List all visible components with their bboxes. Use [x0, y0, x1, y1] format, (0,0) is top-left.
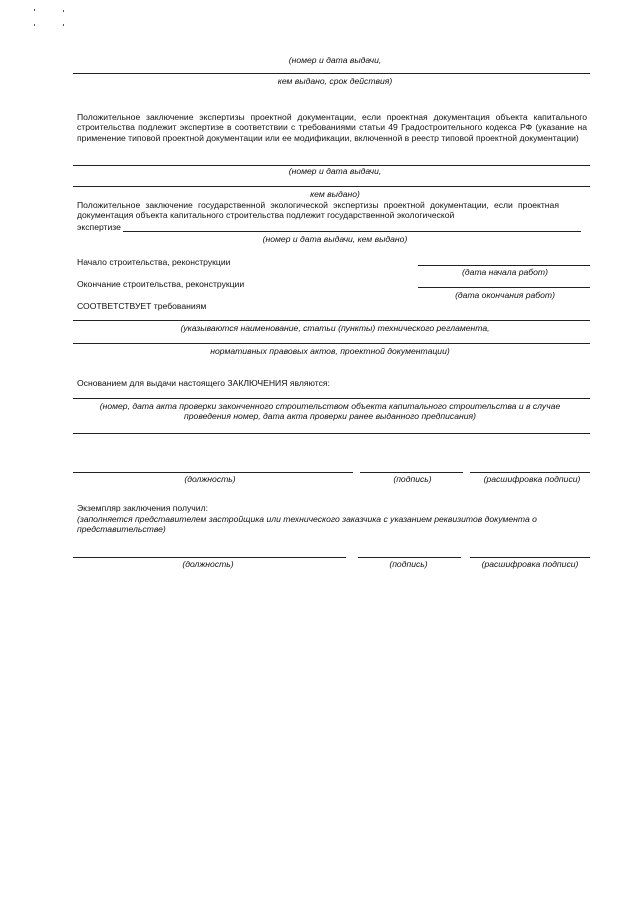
caption-regulation: (указываются наименование, статьи (пункты) технического регламента, — [180, 323, 490, 333]
caption-end-date: (дата окончания работ) — [455, 290, 555, 300]
caption-position: (должность) — [184, 474, 236, 484]
underline — [73, 343, 590, 344]
construction-end-label: Окончание строительства, реконструкции — [77, 279, 245, 289]
underline — [73, 433, 590, 434]
caption-issue-number-date: (номер и дата выдачи, — [288, 55, 382, 65]
caption-basis: (номер, дата акта проверки законченного строительством объекта капитального строительства и в случае проведения номер, дата акта проверки ранее выданного предписания) — [99, 401, 561, 422]
caption-issued-by-validity: кем выдано, срок действия) — [277, 76, 393, 86]
underline — [73, 320, 590, 321]
signature-line-signature — [360, 472, 463, 473]
copy-received-label: Экземпляр заключения получил: — [77, 503, 208, 513]
signature-line-position — [73, 472, 353, 473]
caption-decoding: (расшифровка подписи) — [483, 474, 581, 484]
underline — [418, 287, 590, 288]
underline — [73, 186, 590, 187]
caption-number-date-issued-by: (номер и дата выдачи, кем выдано) — [262, 234, 408, 244]
expertise-paragraph: Положительное заключение экспертизы проектной документации, если проектная документация объекта капитального строительства подлежит экспертизе в соответствии с требованиями статьи 49 Градостроительного кодекса РФ (указание на применение типовой проектной документации или ее модификации, включенной в реестр типовой проектной документации) — [77, 112, 587, 143]
underline — [123, 231, 581, 232]
scan-speck — [63, 24, 64, 26]
caption-position: (должность) — [182, 559, 234, 569]
basis-label: Основанием для выдачи настоящего ЗАКЛЮЧЕНИЯ являются: — [77, 378, 330, 388]
caption-signature: (подпись) — [389, 559, 428, 569]
signature-line-signature — [358, 557, 461, 558]
ecology-paragraph: Положительное заключение государственной экологической экспертизы проектной документации, если проектная документация объекта капитального строительства подлежит государственной экологической — [77, 200, 559, 221]
caption-start-date: (дата начала работ) — [462, 267, 548, 277]
scan-speck — [63, 10, 64, 12]
signature-line-position — [73, 557, 346, 558]
signature-line-decoding — [470, 472, 590, 473]
underline — [73, 398, 590, 399]
caption-issued-by: кем выдано) — [310, 189, 360, 199]
caption-signature: (подпись) — [393, 474, 432, 484]
complies-label: СООТВЕТСТВУЕТ требованиям — [77, 301, 207, 311]
underline — [418, 265, 590, 266]
scan-speck — [34, 9, 35, 11]
caption-decoding: (расшифровка подписи) — [481, 559, 579, 569]
scan-speck — [34, 24, 35, 26]
caption-normative-acts: нормативных правовых актов, проектной документации) — [210, 346, 450, 356]
construction-start-label: Начало строительства, реконструкции — [77, 257, 231, 267]
underline — [73, 73, 590, 74]
caption-issue-number-date-2: (номер и дата выдачи, — [288, 166, 382, 176]
ecology-last-word: экспертизе — [77, 222, 121, 232]
copy-received-note: (заполняется представителем застройщика или технического заказчика с указанием реквизитов документа о представительстве) — [77, 514, 537, 535]
signature-line-decoding — [470, 557, 590, 558]
